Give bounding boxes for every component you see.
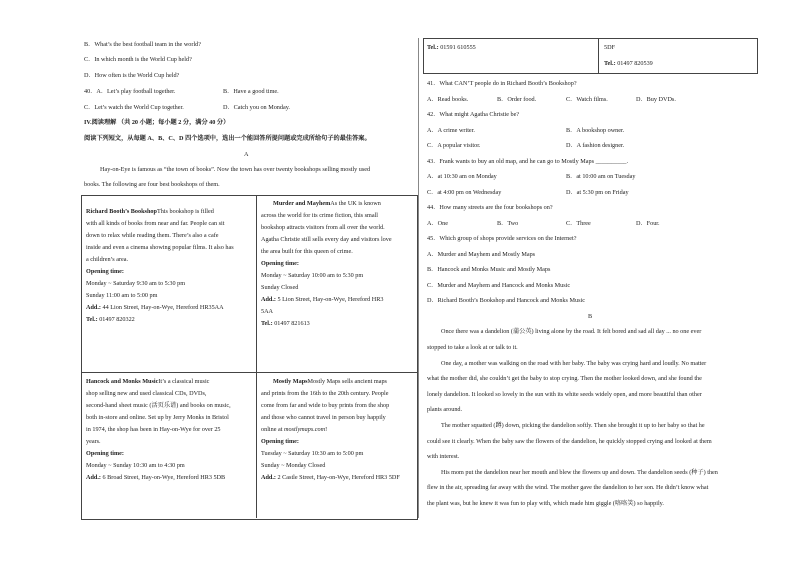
passage-b-line: His mom put the dandelion near her mouth and blew the flowers up and down. The dandelion seeds (种子) then (441, 469, 718, 476)
shop1-hours-label: Opening time: (86, 268, 124, 275)
continued-table-divider (598, 38, 599, 73)
passage-b-line: The mother squatted (蹲) down, picking the dandelion softly. Then she brought it up to her baby so that he (441, 422, 705, 429)
shop1-hours: Sunday 11:00 am to 5:00 pm (86, 292, 158, 299)
q44-b: B．Two (497, 220, 519, 227)
address-label: Add.: (86, 304, 101, 311)
q44-a: A．One (427, 220, 448, 227)
q39-option-d: D．How often is the World Cup held? (84, 72, 180, 79)
tel-right-value: 01497 820539 (615, 60, 653, 67)
shop3-hours: Monday ~ Sunday 10:30 am to 4:30 pm (86, 462, 185, 469)
q45-b: B．Hancock and Monks Music and Mostly Maps (427, 266, 551, 273)
shop4-line-1-rest: Mostly Maps sells ancient maps (307, 378, 387, 385)
shop3-line: both in-store and online. Set up by Jerry Monks in Bristol (86, 414, 229, 421)
q45-a: A．Murder and Mayhem and Mostly Maps (427, 251, 536, 258)
q41-a: A．Read books. (427, 96, 469, 103)
shop4-hours-label: Opening time: (261, 438, 299, 445)
shop1-hours: Monday ~ Saturday 9:30 am to 5:30 pm (86, 280, 186, 287)
shop1-tel (86, 314, 234, 326)
q40-option-b: B．Have a good time. (223, 88, 279, 95)
q45-c: C．Murder and Mayhem and Hancock and Monks Music (427, 282, 571, 289)
q45-stem: 45．Which group of shops provide services on the Internet? (427, 235, 577, 242)
tel-value: 01497 820322 (97, 316, 135, 323)
q43-d: D．at 5:30 pm on Friday (566, 189, 629, 196)
q42-d: D．A fashion designer. (566, 142, 625, 149)
passage-b-line: Once there was a dandelion (蒲公英) living alone by the road. It felt bored and sad all day ... no one ever (441, 328, 702, 335)
passage-b-line: the plant was, but he knew it was fun to play with, which made him giggle (咯咯笑) so happily. (427, 500, 664, 507)
q41-stem: 41．What CAN’T people do in Richard Booth’s Bookshop? (427, 80, 577, 87)
shop3-line-1 (86, 376, 231, 388)
passage-b-line: One day, a mother was walking on the road with her baby. The baby was crying hard and loudly. No matter (441, 360, 707, 367)
shop3-title: Hancock and Monks Music (86, 378, 159, 385)
sdf-label: 5DF (604, 44, 616, 51)
shop3-line: second-hand sheet music (活页乐谱) and books on music, (86, 402, 231, 409)
shop2-title: Murder and Mayhem (273, 200, 331, 207)
shop4-line-1 (261, 376, 400, 388)
table-horizontal-divider (81, 372, 417, 373)
q40-option-a: 40．A．Let’s play football together. (84, 88, 176, 95)
shop4-hours: Tuesday ~ Saturday 10:30 am to 5:00 pm (261, 450, 364, 457)
shop4-online-suffix: ! (325, 426, 328, 433)
shop2-address (261, 294, 392, 306)
shop3-line: in 1974, the shop has been in Hay-on-Wye for over 25 (86, 426, 221, 433)
shop1-title: Richard Booth’s Bookshop (86, 208, 157, 215)
shop4-line: and those who cannot travel in person buy happily (261, 414, 386, 421)
shop4-line: come from far and wide to buy prints from the shop (261, 402, 390, 409)
shop1-line-1 (86, 206, 234, 218)
section-instruction: 阅读下列短文，从每题 A、B、C、D 四个选项中，选出一个能回答所提问题或完成所给句子的最佳答案。 (84, 135, 371, 142)
shop2-hours: Monday ~ Saturday 10:00 am to 5:30 pm (261, 272, 364, 279)
shop2-line: across the world for its crime fiction, this small (261, 212, 379, 219)
shop2-line: the area built for this queen of crime. (261, 248, 353, 255)
shop3-line-1-rest: It’s a classical music (158, 378, 210, 385)
address-label: Add.: (261, 296, 276, 303)
table-vertical-divider (256, 195, 257, 518)
q44-stem: 44．How many streets are the four bookshops on? (427, 204, 553, 211)
section-title: IV.阅读理解 （共 20 小题；每小题 2 分，满分 40 分） (84, 119, 230, 126)
q42-stem: 42．What might Agatha Christie be? (427, 111, 520, 118)
q39-option-c: C．In which month is the World Cup held? (84, 56, 192, 63)
shop1-line: a children’s area. (86, 256, 129, 263)
shop2-address-2: 5AA (261, 308, 274, 315)
q43-stem: 43．Frank wants to buy an old map, and he can go to Mostly Maps __________. (427, 158, 629, 165)
shop-mostly-maps (261, 376, 400, 484)
tel-value: 01497 821613 (272, 320, 310, 327)
shop2-line: bookshop attracts visitors from all over the world. (261, 224, 385, 231)
shop4-hours: Sunday ~ Monday Closed (261, 462, 326, 469)
tel-left-value: 01591 610555 (438, 44, 476, 51)
passage-b-line: could see it clearly. When the baby saw the flowers of the dandelion, he quickly stopped crying and looked at them (427, 438, 712, 445)
shop3-line: years. (86, 438, 101, 445)
q39-option-b: B．What’s the best football team in the world? (84, 41, 202, 48)
shop-richard-booth (86, 206, 234, 326)
shop4-title: Mostly Maps (273, 378, 308, 385)
address-label: Add.: (86, 474, 101, 481)
q41-c: C．Watch films. (566, 96, 608, 103)
q41-b: B．Order food. (497, 96, 537, 103)
address-value: 6 Broad Street, Hay-on-Wye, Hereford HR3 5DB (100, 474, 226, 481)
shop2-hours-label: Opening time: (261, 260, 299, 267)
shop2-line: Agatha Christie still sells every day and visitors love (261, 236, 392, 243)
q40-option-c: C．Let’s watch the World Cup together. (84, 104, 184, 111)
passage-b-line: stopped to take a look at or talk to it. (427, 344, 518, 351)
shop2-hours: Sunday Closed (261, 284, 299, 291)
shop1-address (86, 302, 234, 314)
address-value: 5 Lion Street, Hay-on-Wye, Hereford HR3 (275, 296, 384, 303)
tel-left: Tel.: 01591 610555 (427, 44, 476, 51)
shop4-online-prefix: online at (261, 426, 285, 433)
tel-right: Tel.: 01497 820539 (604, 60, 653, 67)
passage-a-label: A (244, 151, 249, 158)
shop3-line: shop selling new and used classical CDs, DVDs, (86, 390, 207, 397)
shop4-website: mostlymaps.com (284, 426, 326, 433)
shop-hancock-and-monks (86, 376, 231, 484)
q42-b: B．A bookshop owner. (566, 127, 625, 134)
q43-b: B．at 10:00 am on Tuesday (566, 173, 636, 180)
shop1-line-1-rest: This bookshop is filled (156, 208, 214, 215)
intro-line-2: books. The following are four best bookshops of them. (84, 181, 220, 188)
shop4-address (261, 472, 400, 484)
q43-a: A．at 10:30 am on Monday (427, 173, 497, 180)
passage-b-line: flew in the air, spreading far away with the wind. The mother gave the dandelion to her son. He didn’t know what (427, 484, 709, 491)
q40-option-d: D．Catch you on Monday. (223, 104, 290, 111)
column-divider (418, 38, 419, 518)
q42-c: C．A popular visitor. (427, 142, 481, 149)
passage-b-line: what the mother did, she couldn’t get the baby to stop crying. Then the mother looked down, and she found the (427, 375, 702, 382)
passage-b-line: plants around. (427, 406, 463, 413)
shop1-line: down to relax while reading them. There’s also a cafe (86, 232, 219, 239)
q41-d: D．Buy DVDs. (636, 96, 676, 103)
passage-b-label: B (588, 313, 593, 320)
q44-d: D．Four. (636, 220, 660, 227)
passage-b-line: with interest. (427, 453, 460, 460)
q42-a: A．A crime writer. (427, 127, 475, 134)
shop1-line: inside and even a cinema showing popular films. It also has (86, 244, 234, 251)
shop4-line (261, 424, 400, 436)
shop2-line-1-rest: As the UK is known (330, 200, 381, 207)
shop-murder-and-mayhem (261, 198, 392, 330)
shop2-line-1 (261, 198, 392, 210)
shop3-address (86, 472, 231, 484)
passage-b-line: lonely dandelion. It looked so lovely in the sun with its white seeds widely open, and more beautiful than other (427, 391, 702, 398)
tel-label: Tel.: (261, 320, 273, 327)
shop3-hours-label: Opening time: (86, 450, 124, 457)
q45-d: D．Richard Booth’s Bookshop and Hancock and Monks Music (427, 297, 585, 304)
shop4-line: and prints from the 16th to the 20th century. People (261, 390, 389, 397)
shop2-tel (261, 318, 392, 330)
address-label: Add.: (261, 474, 276, 481)
intro-line-1: Hay-on-Eye is famous as “the town of books”. Now the town has over twenty bookshops selling mostly used (100, 166, 371, 173)
q44-c: C．Three (566, 220, 591, 227)
shop1-line: with all kinds of books from near and far. People can sit (86, 220, 225, 227)
address-value: 44 Lion Street, Hay-on-Wye, Hereford HR35AA (100, 304, 224, 311)
tel-label: Tel.: (86, 316, 98, 323)
address-value: 2 Castle Street, Hay-on-Wye, Hereford HR3 5DF (275, 474, 400, 481)
q43-c: C．at 4:00 pm on Wednesday (427, 189, 502, 196)
